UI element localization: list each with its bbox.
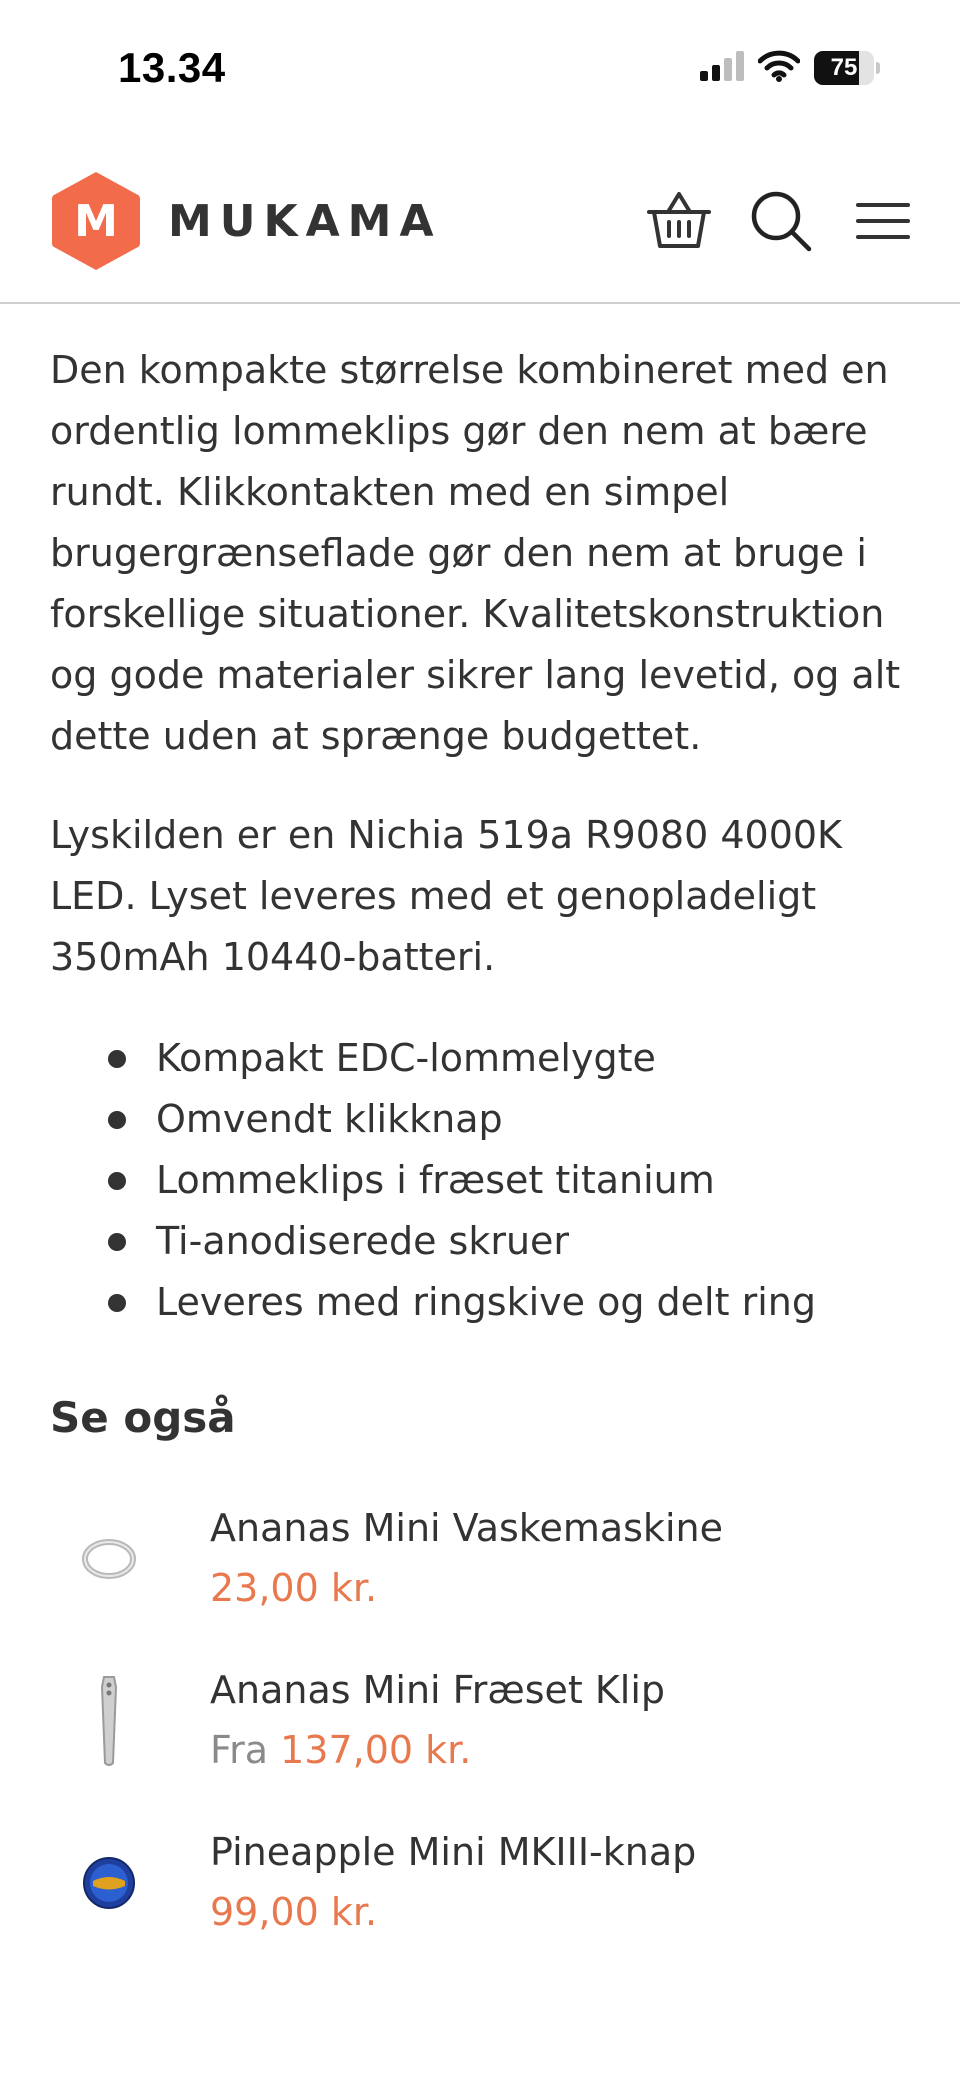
product-price	[210, 1881, 696, 1943]
product-price	[210, 1719, 665, 1781]
status-icons	[700, 50, 880, 86]
logo-text: MUKAMA	[168, 195, 442, 247]
price-prefix: Fra	[210, 1728, 281, 1772]
status-time: 13.34	[118, 44, 226, 91]
related-product-clip[interactable]	[50, 1640, 920, 1802]
product-name[interactable]: Ananas Mini Vaskemaskine	[210, 1506, 723, 1550]
price-value: 99,00 kr.	[210, 1890, 378, 1934]
price-value: 137,00 kr.	[280, 1728, 472, 1772]
feature-text: Kompakt EDC-lommelygte	[156, 1036, 656, 1080]
product-price	[210, 1557, 723, 1619]
feature-item	[50, 1211, 920, 1272]
status-bar	[0, 0, 960, 140]
logo-mark	[50, 170, 142, 272]
see-also-title: Se også	[50, 1393, 236, 1442]
logo-link[interactable]	[50, 170, 442, 272]
basket-icon[interactable]	[646, 188, 712, 254]
feature-item	[50, 1089, 920, 1150]
cellular-signal-icon	[700, 51, 744, 85]
bullet-icon	[108, 1111, 126, 1129]
washer-ring-icon	[50, 1500, 168, 1618]
switch-button-icon	[50, 1824, 168, 1942]
battery-level: 75	[830, 54, 858, 81]
price-value: 23,00 kr.	[210, 1566, 378, 1610]
header-icons	[646, 188, 916, 254]
search-icon[interactable]	[748, 188, 814, 254]
battery-icon	[814, 51, 874, 85]
product-description	[50, 340, 920, 1964]
battery-cap	[876, 62, 880, 74]
wifi-icon	[758, 50, 800, 86]
feature-text: Leveres med ringskive og delt ring	[156, 1280, 816, 1324]
related-products	[50, 1478, 920, 1964]
product-name[interactable]: Pineapple Mini MKIII-knap	[210, 1830, 697, 1874]
product-name[interactable]: Ananas Mini Fræset Klip	[210, 1668, 666, 1712]
pocket-clip-icon	[50, 1662, 168, 1780]
related-product-button[interactable]	[50, 1802, 920, 1964]
bullet-icon	[108, 1233, 126, 1251]
feature-item	[50, 1150, 920, 1211]
feature-item	[50, 1028, 920, 1089]
product-info	[210, 1499, 723, 1619]
feature-text: Ti-anodiserede skruer	[156, 1219, 570, 1263]
bullet-icon	[108, 1294, 126, 1312]
logo-letter: M	[74, 196, 118, 247]
feature-text: Lommeklips i fræset titanium	[156, 1158, 715, 1202]
feature-text: Omvendt klikknap	[156, 1097, 503, 1141]
bullet-icon	[108, 1172, 126, 1190]
description-paragraph: Den kompakte størrelse kombineret med en ordentlig lommeklips gør den nem at bære rundt. Klikkontakten med en simpel brugergrænseflade gør den nem at bruge i forskellige situationer. Kvalitetskonstruktion og gode materialer sikrer lang levetid, og alt dette uden at sprænge budgettet.	[50, 348, 901, 758]
feature-list	[50, 1028, 920, 1333]
site-header	[0, 140, 960, 304]
description-paragraph: Lyskilden er en Nichia 519a R9080 4000K LED. Lyset leveres med et genopladeligt 350mAh 10440-batteri.	[50, 813, 842, 979]
menu-icon[interactable]	[850, 188, 916, 254]
product-info	[210, 1823, 696, 1943]
feature-item	[50, 1272, 920, 1333]
bullet-icon	[108, 1050, 126, 1068]
related-product-washer[interactable]	[50, 1478, 920, 1640]
product-info	[210, 1661, 665, 1781]
